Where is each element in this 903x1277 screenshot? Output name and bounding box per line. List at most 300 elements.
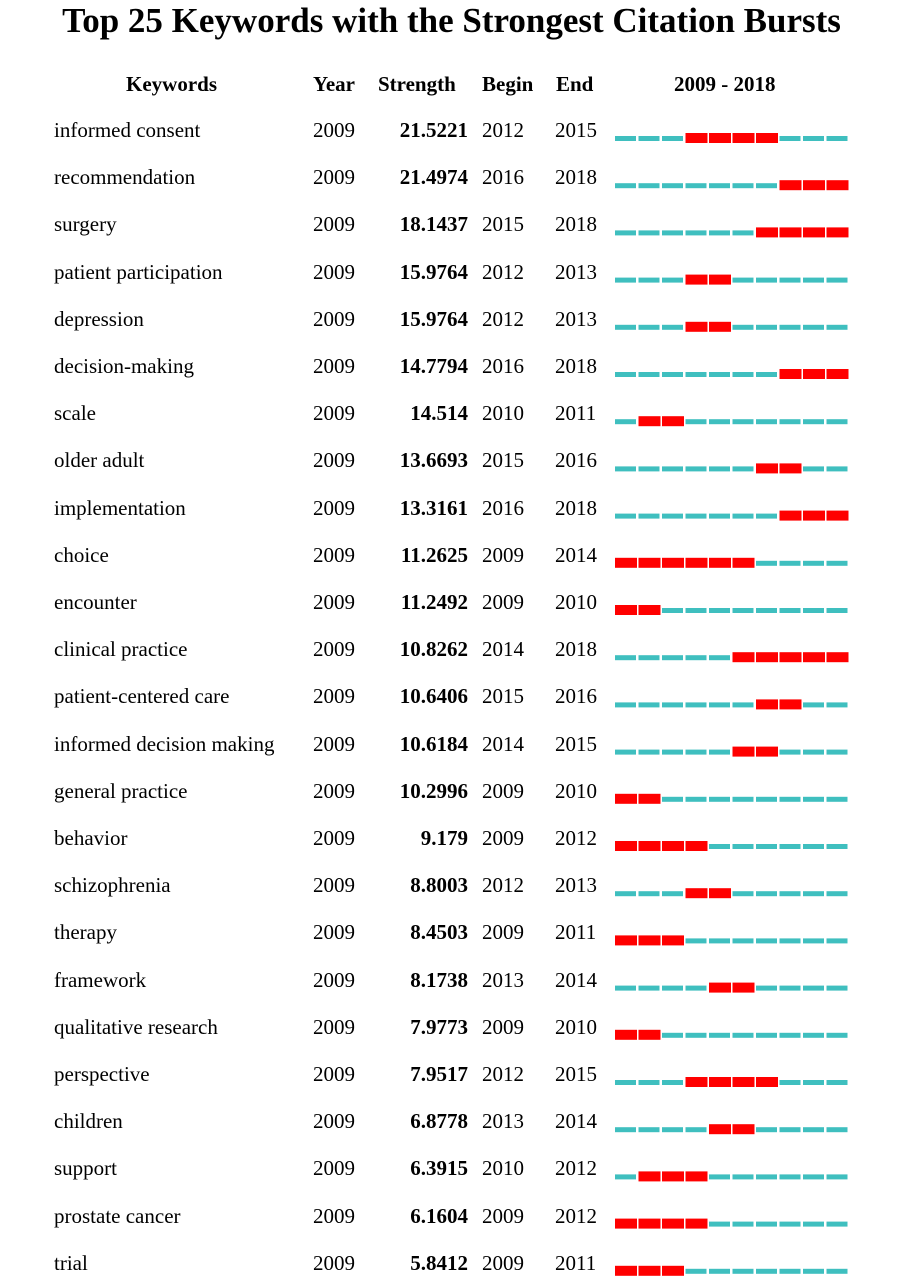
begin-year: 2013	[482, 1109, 524, 1134]
baseline-segment	[615, 278, 636, 283]
burst-segment	[733, 747, 755, 757]
baseline-segment	[803, 750, 824, 755]
baseline-segment	[615, 514, 636, 519]
baseline-segment	[803, 419, 824, 424]
burst-segment	[827, 369, 849, 379]
keyword-label: perspective	[54, 1062, 150, 1086]
baseline-segment	[615, 1127, 636, 1132]
strength-value: 10.6184	[399, 731, 468, 756]
baseline-segment	[709, 797, 730, 802]
end-year: 2011	[555, 1250, 597, 1275]
baseline-segment	[662, 1033, 683, 1038]
baseline-segment	[756, 986, 777, 991]
baseline-segment	[827, 278, 848, 283]
burst-segment	[709, 322, 731, 332]
begin-year: 2015	[482, 212, 524, 237]
keyword-label: informed consent	[54, 118, 201, 142]
burst-segment	[733, 652, 755, 662]
year-value: 2009	[313, 542, 355, 567]
baseline-segment	[733, 278, 754, 283]
keyword-label: depression	[54, 306, 144, 331]
begin-year: 2012	[482, 259, 524, 284]
baseline-segment	[733, 514, 754, 519]
year-value: 2009	[313, 212, 355, 237]
begin-year: 2015	[482, 684, 524, 709]
keyword-label: qualitative research	[54, 1014, 218, 1039]
end-year: 2018	[555, 495, 597, 520]
begin-year: 2016	[482, 165, 524, 190]
year-value: 2009	[313, 495, 355, 520]
burst-segment	[686, 558, 708, 568]
baseline-segment	[615, 891, 636, 896]
baseline-segment	[756, 325, 777, 330]
baseline-segment	[662, 466, 683, 471]
end-year: 2016	[555, 448, 597, 473]
strength-value: 8.4503	[410, 920, 468, 945]
end-year: 2018	[555, 354, 597, 378]
strength-value: 10.6406	[399, 684, 468, 709]
baseline-segment	[733, 1174, 754, 1179]
baseline-segment	[639, 230, 660, 235]
strength-value: 7.9517	[410, 1062, 468, 1086]
burst-segment	[662, 1266, 684, 1276]
header-year: Year	[313, 72, 355, 96]
baseline-segment	[733, 702, 754, 707]
baseline-segment	[639, 372, 660, 377]
baseline-segment	[709, 1269, 730, 1274]
baseline-segment	[686, 1033, 707, 1038]
baseline-segment	[686, 183, 707, 188]
baseline-segment	[827, 1080, 848, 1085]
baseline-segment	[803, 1269, 824, 1274]
baseline-segment	[662, 986, 683, 991]
burst-segment	[639, 558, 661, 568]
baseline-segment	[709, 514, 730, 519]
baseline-segment	[639, 278, 660, 283]
baseline-segment	[615, 750, 636, 755]
strength-value: 14.7794	[399, 354, 468, 378]
burst-segment	[733, 558, 755, 568]
baseline-segment	[756, 1033, 777, 1038]
baseline-segment	[615, 1174, 636, 1179]
year-value: 2009	[313, 306, 355, 331]
burst-segment	[662, 841, 684, 851]
burst-segment	[686, 133, 708, 143]
baseline-segment	[803, 608, 824, 613]
strength-value: 10.8262	[399, 637, 468, 662]
burst-segment	[709, 983, 731, 993]
baseline-segment	[662, 372, 683, 377]
baseline-segment	[733, 419, 754, 424]
burst-segment	[615, 1266, 637, 1276]
baseline-segment	[756, 183, 777, 188]
baseline-segment	[780, 844, 801, 849]
baseline-segment	[780, 1033, 801, 1038]
baseline-segment	[827, 986, 848, 991]
baseline-segment	[733, 1033, 754, 1038]
burst-segment	[662, 416, 684, 426]
end-year: 2014	[555, 1109, 597, 1134]
begin-year: 2009	[482, 542, 524, 567]
baseline-segment	[686, 1127, 707, 1132]
year-value: 2009	[313, 401, 355, 426]
baseline-segment	[756, 844, 777, 849]
baseline-segment	[803, 844, 824, 849]
baseline-segment	[709, 702, 730, 707]
baseline-segment	[686, 702, 707, 707]
baseline-segment	[709, 372, 730, 377]
keyword-label: children	[54, 1109, 123, 1134]
keyword-label: choice	[54, 542, 109, 567]
baseline-segment	[803, 1033, 824, 1038]
baseline-segment	[615, 372, 636, 377]
baseline-segment	[639, 1080, 660, 1085]
end-year: 2010	[555, 778, 597, 803]
burst-segment	[615, 558, 637, 568]
baseline-segment	[662, 183, 683, 188]
baseline-segment	[827, 891, 848, 896]
baseline-segment	[827, 325, 848, 330]
baseline-segment	[803, 938, 824, 943]
keyword-label: implementation	[54, 495, 186, 520]
burst-segment	[639, 1171, 661, 1181]
baseline-segment	[780, 278, 801, 283]
keyword-label: therapy	[54, 920, 117, 945]
baseline-segment	[709, 466, 730, 471]
baseline-segment	[780, 561, 801, 566]
year-value: 2009	[313, 1014, 355, 1039]
strength-value: 18.1437	[399, 212, 468, 237]
baseline-segment	[756, 1222, 777, 1227]
baseline-segment	[686, 372, 707, 377]
year-value: 2009	[313, 826, 355, 850]
year-value: 2009	[313, 259, 355, 284]
baseline-segment	[639, 655, 660, 660]
baseline-segment	[803, 466, 824, 471]
baseline-segment	[803, 325, 824, 330]
strength-value: 21.5221	[399, 118, 468, 142]
strength-value: 11.2492	[400, 590, 468, 614]
burst-segment	[709, 558, 731, 568]
burst-segment	[803, 227, 825, 237]
end-year: 2013	[555, 873, 597, 898]
burst-segment	[827, 511, 849, 521]
baseline-segment	[615, 655, 636, 660]
burst-segment	[827, 227, 849, 237]
baseline-segment	[686, 419, 707, 424]
baseline-segment	[756, 1269, 777, 1274]
burst-segment	[615, 1219, 637, 1229]
baseline-segment	[803, 278, 824, 283]
baseline-segment	[662, 278, 683, 283]
baseline-segment	[639, 891, 660, 896]
baseline-segment	[780, 938, 801, 943]
burst-segment	[780, 227, 802, 237]
keyword-label: general practice	[54, 778, 188, 803]
burst-segment	[686, 1219, 708, 1229]
keyword-label: surgery	[54, 212, 117, 237]
baseline-segment	[827, 844, 848, 849]
keyword-label: decision-making	[54, 354, 194, 378]
begin-year: 2009	[482, 1250, 524, 1275]
baseline-segment	[709, 1174, 730, 1179]
burst-segment	[662, 1171, 684, 1181]
baseline-segment	[780, 1080, 801, 1085]
baseline-segment	[780, 891, 801, 896]
year-value: 2009	[313, 354, 355, 378]
baseline-segment	[780, 1222, 801, 1227]
baseline-segment	[756, 891, 777, 896]
baseline-segment	[615, 136, 636, 141]
burst-segment	[709, 888, 731, 898]
baseline-segment	[662, 136, 683, 141]
strength-value: 13.3161	[399, 495, 468, 520]
baseline-segment	[733, 608, 754, 613]
burst-segment	[780, 463, 802, 473]
strength-value: 7.9773	[410, 1014, 468, 1039]
begin-year: 2009	[482, 826, 524, 850]
year-value: 2009	[313, 118, 355, 142]
baseline-segment	[662, 514, 683, 519]
burst-segment	[709, 1077, 731, 1087]
begin-year: 2016	[482, 495, 524, 520]
baseline-segment	[803, 1222, 824, 1227]
end-year: 2010	[555, 590, 597, 614]
burst-segment	[780, 652, 802, 662]
strength-value: 15.9764	[399, 259, 468, 284]
burst-segment	[686, 275, 708, 285]
burst-segment	[709, 275, 731, 285]
burst-segment	[780, 369, 802, 379]
strength-value: 6.1604	[410, 1203, 468, 1228]
baseline-segment	[803, 986, 824, 991]
baseline-segment	[756, 1127, 777, 1132]
header-strength: Strength	[378, 72, 456, 96]
burst-segment	[709, 1124, 731, 1134]
keyword-label: behavior	[54, 826, 128, 850]
baseline-segment	[686, 514, 707, 519]
begin-year: 2009	[482, 778, 524, 803]
baseline-segment	[803, 136, 824, 141]
year-value: 2009	[313, 1250, 355, 1275]
begin-year: 2012	[482, 1062, 524, 1086]
burst-segment	[733, 1077, 755, 1087]
baseline-segment	[615, 419, 636, 424]
burst-segment	[662, 1219, 684, 1229]
burst-segment	[615, 841, 637, 851]
begin-year: 2013	[482, 967, 524, 992]
keyword-label: recommendation	[54, 165, 196, 190]
year-value: 2009	[313, 731, 355, 756]
strength-value: 21.4974	[399, 165, 468, 190]
baseline-segment	[639, 183, 660, 188]
burst-segment	[733, 133, 755, 143]
baseline-segment	[662, 1127, 683, 1132]
baseline-segment	[639, 1127, 660, 1132]
baseline-segment	[803, 891, 824, 896]
baseline-segment	[756, 1174, 777, 1179]
burst-segment	[780, 699, 802, 709]
keyword-label: patient-centered care	[54, 684, 230, 709]
end-year: 2013	[555, 306, 597, 331]
baseline-segment	[615, 1080, 636, 1085]
baseline-segment	[827, 1269, 848, 1274]
baseline-segment	[686, 938, 707, 943]
burst-segment	[827, 180, 849, 190]
baseline-segment	[639, 466, 660, 471]
keyword-label: trial	[54, 1250, 88, 1275]
burst-segment	[780, 511, 802, 521]
burst-segment	[827, 652, 849, 662]
burst-segment	[615, 605, 637, 615]
baseline-segment	[733, 844, 754, 849]
end-year: 2016	[555, 684, 597, 709]
burst-segment	[686, 841, 708, 851]
baseline-segment	[709, 183, 730, 188]
header-keywords: Keywords	[126, 72, 217, 96]
end-year: 2011	[555, 401, 597, 426]
baseline-segment	[780, 1269, 801, 1274]
end-year: 2014	[555, 967, 597, 992]
keyword-label: informed decision making	[54, 731, 275, 756]
end-year: 2012	[555, 1203, 597, 1228]
baseline-segment	[662, 230, 683, 235]
baseline-segment	[709, 938, 730, 943]
burst-segment	[639, 1030, 661, 1040]
strength-value: 8.1738	[410, 967, 468, 992]
year-value: 2009	[313, 165, 355, 190]
burst-segment	[709, 133, 731, 143]
burst-segment	[803, 180, 825, 190]
baseline-segment	[756, 608, 777, 613]
baseline-segment	[733, 325, 754, 330]
burst-segment	[733, 983, 755, 993]
year-value: 2009	[313, 1109, 355, 1134]
end-year: 2015	[555, 731, 597, 756]
strength-value: 6.3915	[410, 1156, 468, 1181]
burst-segment	[686, 1077, 708, 1087]
baseline-segment	[686, 655, 707, 660]
end-year: 2013	[555, 259, 597, 284]
baseline-segment	[662, 608, 683, 613]
burst-segment	[756, 699, 778, 709]
end-year: 2015	[555, 118, 597, 142]
baseline-segment	[756, 938, 777, 943]
burst-segment	[686, 1171, 708, 1181]
year-value: 2009	[313, 967, 355, 992]
baseline-segment	[803, 561, 824, 566]
burst-segment	[756, 463, 778, 473]
baseline-segment	[709, 655, 730, 660]
baseline-segment	[686, 986, 707, 991]
baseline-segment	[756, 372, 777, 377]
baseline-segment	[827, 1033, 848, 1038]
baseline-segment	[709, 844, 730, 849]
baseline-segment	[827, 608, 848, 613]
year-value: 2009	[313, 1062, 355, 1086]
keyword-label: framework	[54, 967, 147, 992]
burst-segment	[756, 133, 778, 143]
baseline-segment	[733, 1222, 754, 1227]
baseline-segment	[756, 419, 777, 424]
begin-year: 2014	[482, 637, 524, 662]
end-year: 2014	[555, 542, 597, 567]
baseline-segment	[803, 1174, 824, 1179]
keyword-label: clinical practice	[54, 637, 188, 662]
baseline-segment	[780, 608, 801, 613]
keyword-label: scale	[54, 401, 96, 426]
baseline-segment	[780, 986, 801, 991]
keyword-label: support	[54, 1156, 117, 1181]
year-value: 2009	[313, 1203, 355, 1228]
header-begin: Begin	[482, 72, 534, 96]
baseline-segment	[639, 702, 660, 707]
year-value: 2009	[313, 448, 355, 473]
baseline-segment	[733, 466, 754, 471]
baseline-segment	[803, 1127, 824, 1132]
baseline-segment	[827, 136, 848, 141]
year-value: 2009	[313, 920, 355, 945]
baseline-segment	[803, 702, 824, 707]
baseline-segment	[615, 986, 636, 991]
baseline-segment	[733, 938, 754, 943]
end-year: 2018	[555, 637, 597, 662]
baseline-segment	[615, 183, 636, 188]
strength-value: 15.9764	[399, 306, 468, 331]
burst-segment	[756, 227, 778, 237]
burst-segment	[780, 180, 802, 190]
begin-year: 2010	[482, 1156, 524, 1181]
year-value: 2009	[313, 778, 355, 803]
baseline-segment	[827, 1222, 848, 1227]
begin-year: 2009	[482, 920, 524, 945]
begin-year: 2009	[482, 590, 524, 614]
baseline-segment	[686, 797, 707, 802]
baseline-segment	[662, 702, 683, 707]
baseline-segment	[709, 608, 730, 613]
baseline-segment	[780, 136, 801, 141]
burst-segment	[803, 369, 825, 379]
strength-value: 5.8412	[410, 1250, 468, 1275]
baseline-segment	[827, 1174, 848, 1179]
year-value: 2009	[313, 590, 355, 614]
burst-segment	[639, 935, 661, 945]
burst-segment	[615, 935, 637, 945]
baseline-segment	[756, 278, 777, 283]
strength-value: 8.8003	[410, 873, 468, 898]
baseline-segment	[709, 419, 730, 424]
burst-segment	[615, 794, 637, 804]
header-range: 2009 - 2018	[674, 72, 776, 96]
baseline-segment	[662, 797, 683, 802]
baseline-segment	[780, 797, 801, 802]
year-value: 2009	[313, 684, 355, 709]
burst-segment	[756, 1077, 778, 1087]
strength-value: 11.2625	[400, 542, 468, 567]
burst-segment	[756, 652, 778, 662]
baseline-segment	[827, 797, 848, 802]
baseline-segment	[733, 183, 754, 188]
keyword-label: encounter	[54, 590, 137, 614]
baseline-segment	[733, 372, 754, 377]
baseline-segment	[615, 230, 636, 235]
year-value: 2009	[313, 1156, 355, 1181]
chart-title: Top 25 Keywords with the Strongest Citation Bursts	[62, 1, 841, 40]
baseline-segment	[662, 325, 683, 330]
baseline-segment	[686, 230, 707, 235]
end-year: 2010	[555, 1014, 597, 1039]
baseline-segment	[615, 466, 636, 471]
